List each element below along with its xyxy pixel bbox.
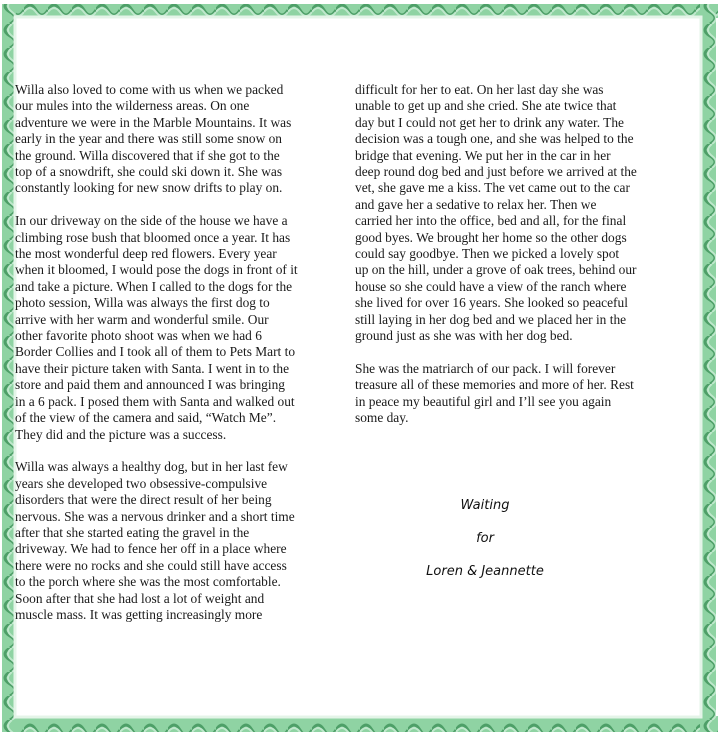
left-paragraph-health: Willa was always a healthy dog, but in her last few years she developed two obsessive-compulsive disorders that were the direct result of her being nervous. She was a nervous drinker and a short time after that she started eating the gravel in the driveway. We had to fence her off in a place where there were no rocks and she could still have access to the porch where she was the most comfortable. Soon after that she had lost a lot of weight and muscle mass. It was getting increasingly more bbox=[15, 459, 295, 622]
closing-signature bbox=[385, 496, 585, 595]
right-paragraph-last-day: difficult for her to eat. On her last day she was unable to get up and she cried. She ate twice that day but I could not get her to drink any water. The decision was a tough one, and she was helped to the bridge that evening. We put her in the car in her deep round dog bed and just before we arrived at the vet, she gave me a kiss. The vet came out to the car and gave her a sedative to relax her. Then we carried her into the office, bed and all, for the final good byes. We brought her home so the other dogs could say goodbye. Then we picked a lovely spot up on the hill, under a grove of oak trees, behind our house so she could have a view of the ranch where she lived for over 16 years. She looked so peaceful still laying in her dog bed and we placed her in the ground just as she was with her dog bed. bbox=[355, 82, 637, 344]
right-column bbox=[355, 82, 695, 443]
right-paragraph-matriarch: She was the matriarch of our pack. I will forever treasure all of these memories and more of her. Rest in peace my beautiful girl and I’ll see you again some day. bbox=[355, 360, 634, 426]
closing-line-for: for bbox=[476, 531, 494, 546]
left-column bbox=[15, 82, 345, 640]
closing-line-waiting: Waiting bbox=[460, 498, 510, 513]
left-paragraph-mules: Willa also loved to come with us when we packed our mules into the wilderness areas. On one adventure we were in the Marble Mountains. It was early in the year and there was still some snow on the ground. Willa discovered that if she got to the top of a snowdrift, she could ski down it. She was constantly looking for new snow drifts to play on. bbox=[15, 82, 292, 196]
closing-line-names: Loren & Jeannette bbox=[426, 564, 544, 579]
left-paragraph-rose-bush: In our driveway on the side of the house we have a climbing rose bush that bloomed once a year. It has the most wonderful deep red flowers. Every year when it bloomed, I would pose the dogs in front of it and take a picture. When I called to the dogs for the photo session, Willa was always the first dog to arrive with her warm and wonderful smile. Our other favorite photo shoot was when we had 6 Border Collies and I took all of them to Pets Mart to have their picture taken with Santa. I went in to the store and paid them and announced I was bringing in a 6 pack. I posed them with Santa and walked out of the view of the camera and said, “Watch Me”. They did and the picture was a success. bbox=[15, 213, 298, 442]
